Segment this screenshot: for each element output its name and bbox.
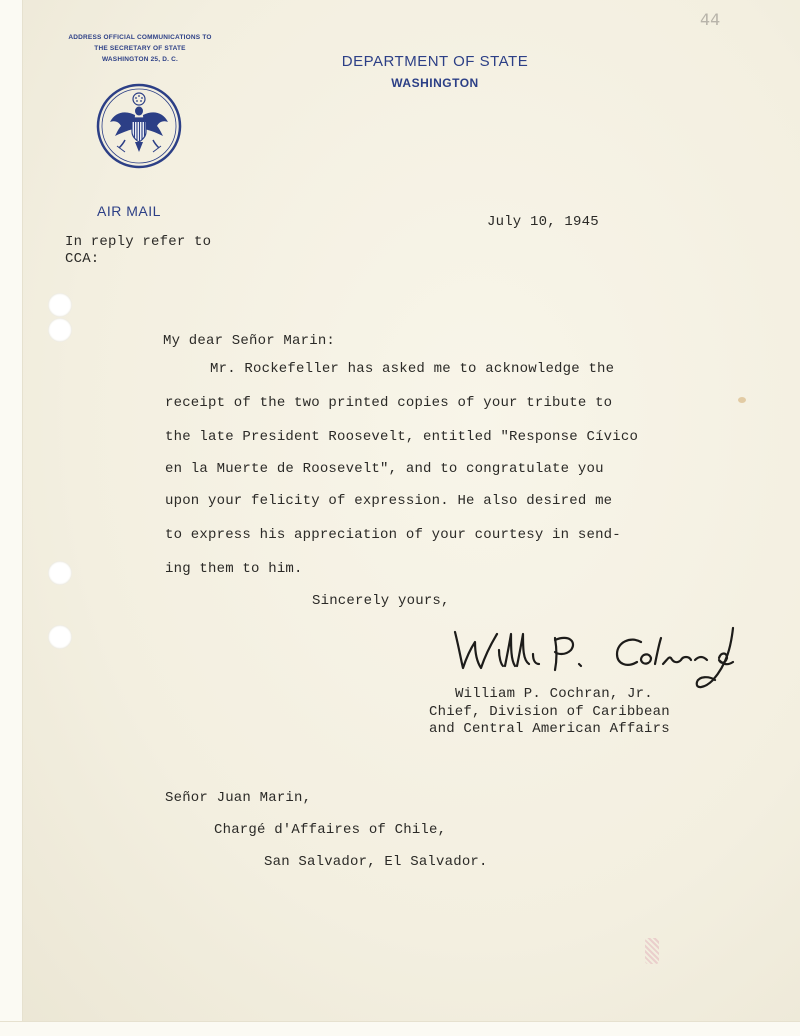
closing: Sincerely yours, <box>312 593 450 609</box>
body-line: to express his appreciation of your courtesy in send- <box>165 527 621 543</box>
department-title: DEPARTMENT OF STATE <box>341 53 529 70</box>
return-address-line: THE SECRETARY OF STATE <box>94 45 186 52</box>
signer-title: Chief, Division of Caribbean <box>429 704 670 720</box>
body-line: upon your felicity of expression. He also desired me <box>165 493 613 509</box>
recipient-name: Señor Juan Marin, <box>165 790 312 806</box>
body-line: receipt of the two printed copies of your tribute to <box>165 395 613 411</box>
return-address-line: WASHINGTON 25, D. C. <box>101 56 179 63</box>
punch-hole <box>48 318 72 342</box>
return-address-line: ADDRESS OFFICIAL COMMUNICATIONS TO <box>68 34 212 41</box>
body-line: Mr. Rockefeller has asked me to acknowledge the <box>210 361 615 377</box>
great-seal-icon <box>95 82 183 170</box>
punch-hole <box>48 625 72 649</box>
reference-line: In reply refer to <box>65 234 212 250</box>
paper-stain <box>738 397 746 403</box>
letter-date: July 10, 1945 <box>487 214 599 230</box>
recipient-title: Chargé d'Affaires of Chile, <box>214 822 447 838</box>
punch-hole <box>48 561 72 585</box>
punch-hole <box>48 293 72 317</box>
body-line: ing them to him. <box>165 561 303 577</box>
recipient-location: San Salvador, El Salvador. <box>264 854 488 870</box>
archive-page-number: 44 <box>700 10 721 29</box>
paper-bottom-edge <box>0 1021 800 1036</box>
archive-mark <box>645 938 659 964</box>
body-line: the late President Roosevelt, entitled "Response Cívico <box>165 429 639 445</box>
salutation: My dear Señor Marin: <box>163 333 336 349</box>
reference-code: CCA: <box>65 251 100 267</box>
air-mail-label: AIR MAIL <box>97 203 161 219</box>
paper-edge-strip <box>0 0 23 1036</box>
signer-name: William P. Cochran, Jr. <box>455 686 653 702</box>
department-city: WASHINGTON <box>391 76 479 90</box>
signer-title: and Central American Affairs <box>429 721 670 737</box>
return-address <box>50 32 230 65</box>
body-line: en la Muerte de Roosevelt", and to congratulate you <box>165 461 604 477</box>
